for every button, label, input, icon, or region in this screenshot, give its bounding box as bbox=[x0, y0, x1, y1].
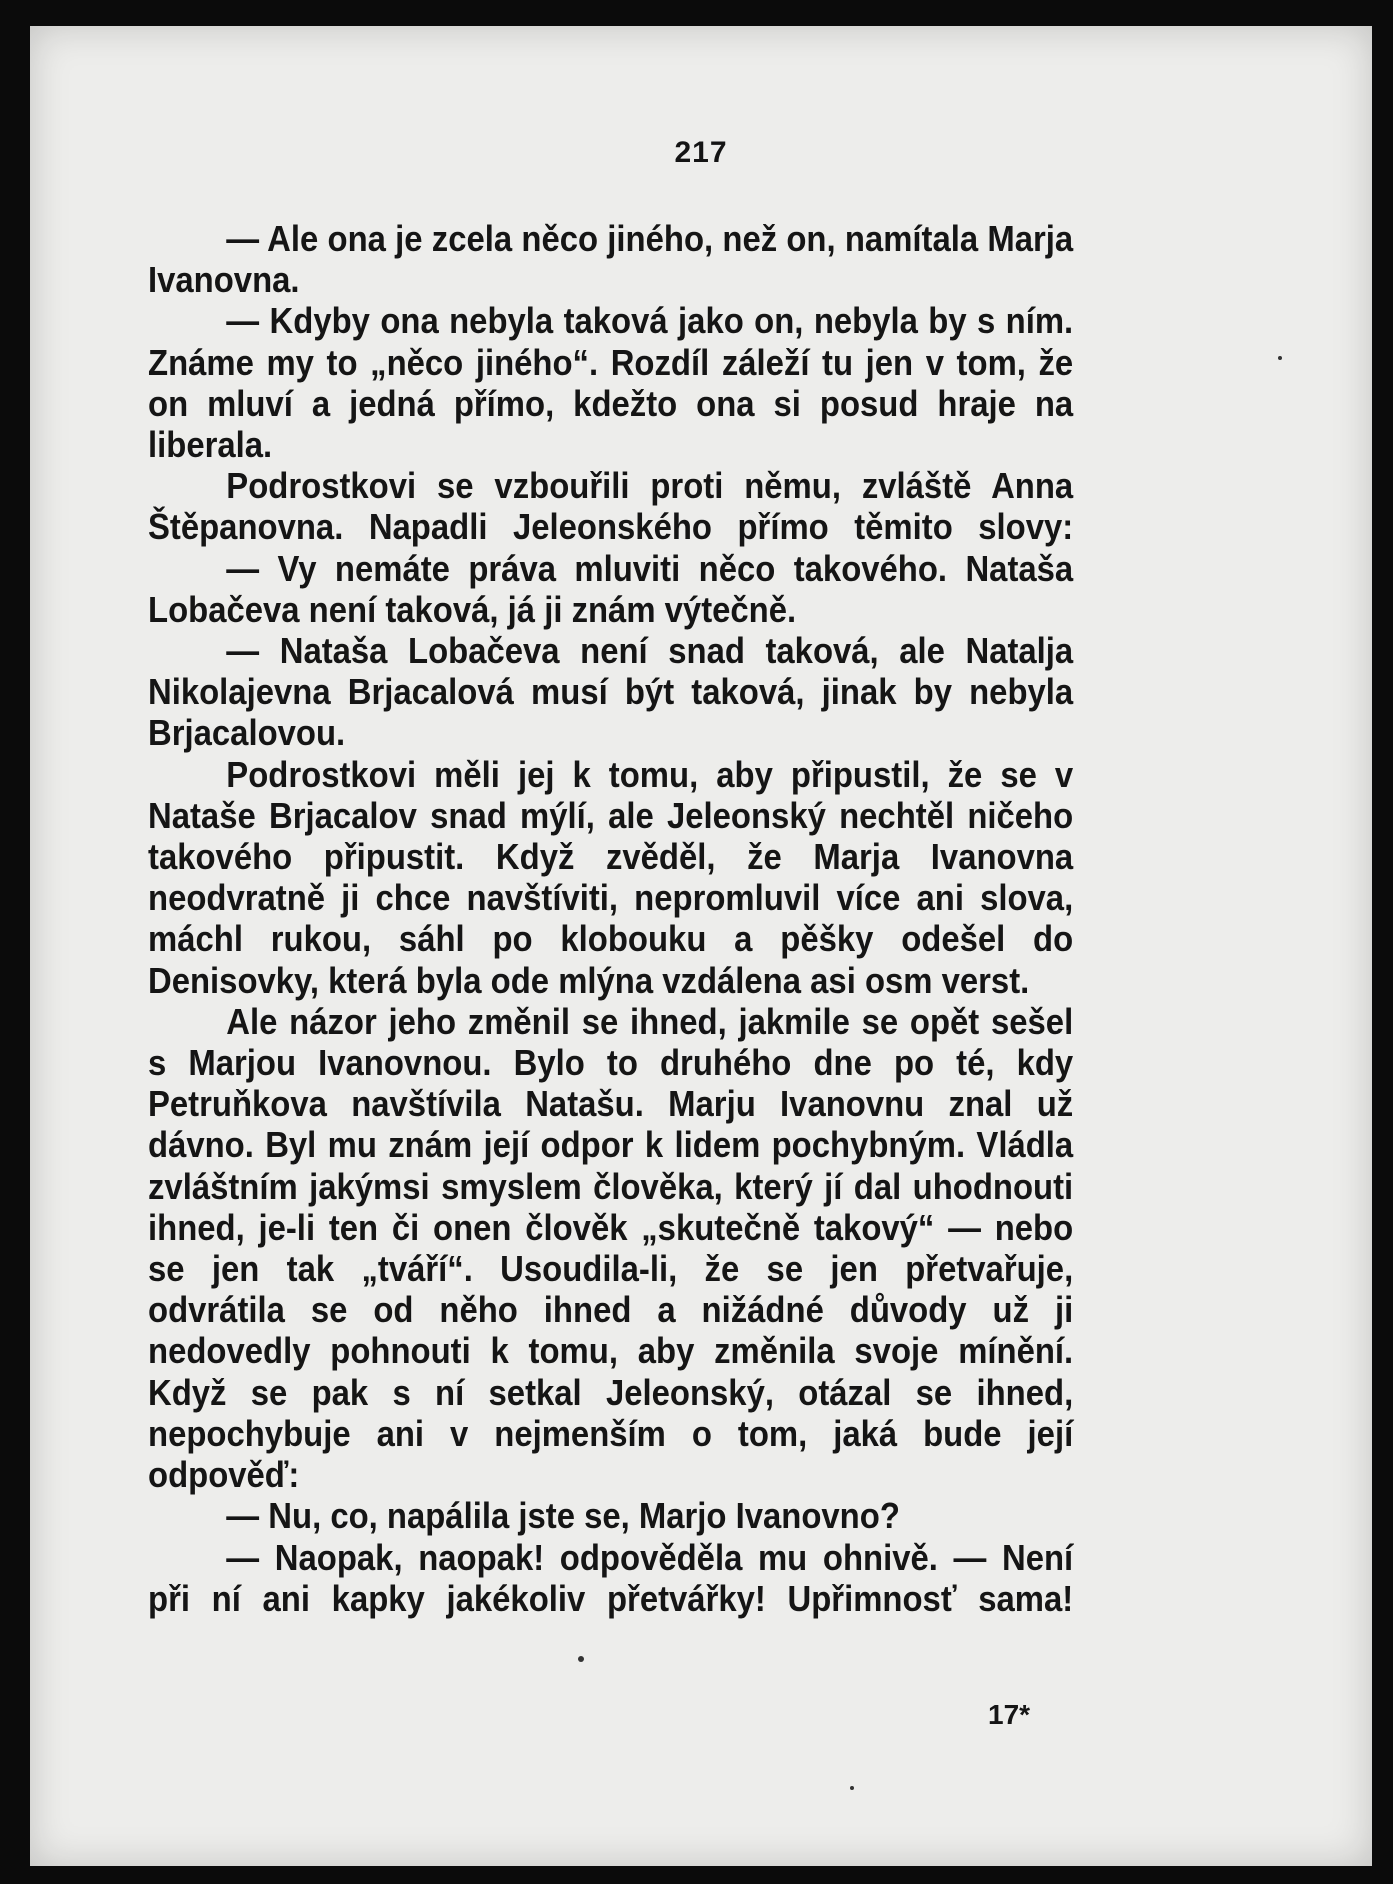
page-number: 217 bbox=[674, 136, 728, 169]
paragraph-3: Podrostkovi se vzbouřili proti němu, zvláště Anna Štěpanovna. Napadli Jeleonského přímo těmito slovy: bbox=[148, 465, 1074, 548]
paragraph-4: — Vy nemáte práva mluviti něco takového. Nataša Lobačeva není taková, já ji znám výtečně. bbox=[148, 547, 1074, 630]
paragraph-8: — Nu, co, napálila jste se, Marjo Ivanovno? bbox=[226, 1495, 900, 1537]
paper-speck bbox=[1278, 356, 1282, 360]
paragraph-6: Podrostkovi měli jej k tomu, aby připustil, že se v Nataše Brjacalov snad mýlí, ale Jeleonský nechtěl ničeho takového připustit. Když zvěděl, že Marja Ivanovna neodvratně ji chce navštíviti, nepromluvil více ani slova, máchl rukou, sáhl po klobouku a pěšky odešel do Denisovky, která byla ode mlýna vzdálena asi osm verst. bbox=[148, 753, 1074, 1001]
paragraph-9: — Naopak, naopak! odpověděla mu ohnivě. — Není při ní ani kapky jakékoliv přetvářky! Upřimnosť sama! bbox=[148, 1536, 1074, 1619]
paragraph-2: — Kdyby ona nebyla taková jako on, nebyla by s ním. Známe my to „něco jiného“. Rozdíl záleží tu jen v tom, že on mluví a jedná přímo, kdežto ona si posud hraje na liberala. bbox=[148, 300, 1074, 466]
paragraph-7: Ale názor jeho změnil se ihned, jakmile se opět sešel s Marjou Ivanovnou. Bylo to druhého dne po té, kdy Petruňkova navštívila Natašu. Marju Ivanovnu znal už dávno. Byl mu znám její odpor k lidem pochybným. Vládla zvláštním jakýmsi smyslem člověka, který jí dal uhodnouti ihned, je-li ten či onen člověk „skutečně takový“ — nebo se jen tak „tváří“. Usoudila-li, že se jen přetvařuje, odvrátila se od něho ihned a nižádné důvody už ji nedovedly pohnouti k tomu, aby změnila svoje mínění. Když se pak s ní setkal Jeleonský, otázal se ihned, nepochybuje ani v nejmenším o tom, jaká bude její odpověď: bbox=[148, 1000, 1074, 1496]
paragraph-5: — Nataša Lobačeva není snad taková, ale Natalja Nikolajevna Brjacalová musí být taková, jinak by nebyla Brjacalovou. bbox=[148, 630, 1074, 754]
paper-speck bbox=[578, 1656, 584, 1662]
body-text bbox=[148, 218, 1073, 1619]
paper-speck bbox=[850, 1786, 854, 1790]
book-page bbox=[30, 26, 1372, 1866]
paragraph-1: — Ale ona je zcela něco jiného, než on, namítala Marja Ivanovna. bbox=[148, 218, 1074, 301]
printer-signature-mark: 17* bbox=[988, 1699, 1031, 1730]
